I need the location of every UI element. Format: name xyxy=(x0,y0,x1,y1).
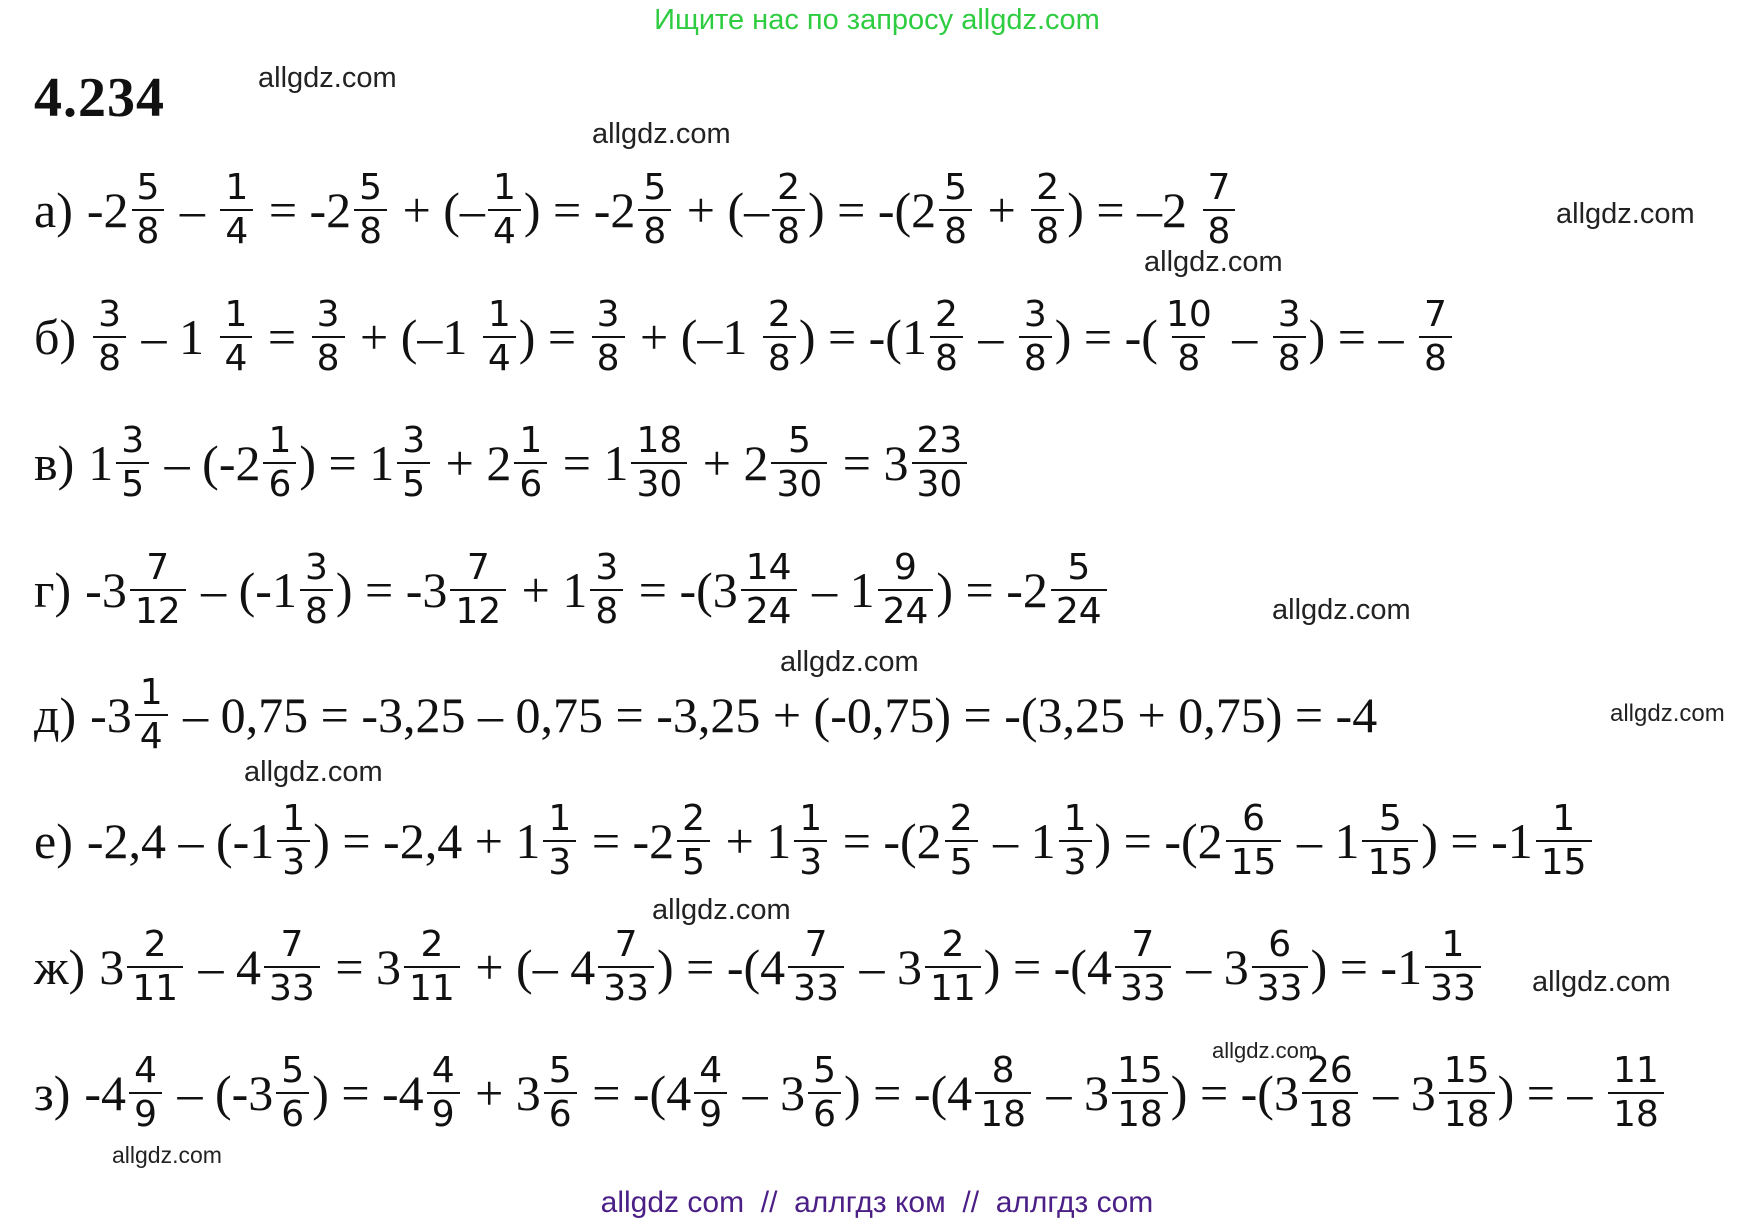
numerator: 5 xyxy=(787,419,811,461)
denominator: 4 xyxy=(220,336,253,380)
math-text: – 1 xyxy=(799,562,875,618)
fraction xyxy=(945,798,978,885)
fraction xyxy=(404,924,460,1011)
fraction xyxy=(1425,924,1481,1011)
numerator: 7 xyxy=(804,923,828,965)
numerator: 1 xyxy=(519,419,543,461)
denominator: 33 xyxy=(1252,966,1308,1010)
numerator: 1 xyxy=(268,419,292,461)
numerator: 6 xyxy=(1268,923,1292,965)
fraction xyxy=(1419,294,1452,381)
solution-row-a xyxy=(34,155,1724,265)
numerator: 3 xyxy=(304,546,328,588)
numerator: 11 xyxy=(1612,1049,1659,1091)
numerator: 3 xyxy=(595,546,619,588)
fraction xyxy=(939,167,972,254)
numerator: 1 xyxy=(799,797,823,839)
fraction xyxy=(127,924,183,1011)
numerator: 14 xyxy=(745,546,792,588)
denominator: 9 xyxy=(427,1092,460,1136)
watermark: allgdz.com xyxy=(1532,966,1671,998)
numerator: 5 xyxy=(136,166,160,208)
numerator: 1 xyxy=(548,797,572,839)
denominator: 8 xyxy=(300,589,333,633)
numerator: 1 xyxy=(282,797,306,839)
math-text: 1 xyxy=(88,435,114,491)
denominator: 18 xyxy=(1302,1092,1358,1136)
denominator: 15 xyxy=(1362,840,1418,884)
fraction xyxy=(1439,1050,1495,1137)
numerator: 26 xyxy=(1306,1049,1353,1091)
math-text: + (– xyxy=(674,182,770,238)
numerator: 4 xyxy=(431,1049,455,1091)
math-text: ) = -(4 xyxy=(983,939,1112,995)
numerator: 3 xyxy=(1023,293,1047,335)
item-label: ж) xyxy=(34,939,86,995)
denominator: 8 xyxy=(132,209,165,253)
math-text: + (–1 xyxy=(347,309,480,365)
denominator: 5 xyxy=(116,462,149,506)
denominator: 3 xyxy=(277,840,310,884)
math-text: + 2 xyxy=(433,435,512,491)
fraction xyxy=(878,547,934,634)
fraction xyxy=(1608,1050,1664,1137)
math-text: -3 xyxy=(85,562,127,618)
watermark: allgdz.com xyxy=(780,646,919,678)
fraction xyxy=(638,167,671,254)
denominator: 24 xyxy=(1051,589,1107,633)
math-text: = -(4 xyxy=(579,1065,692,1121)
fraction xyxy=(975,1050,1031,1137)
math-text: -2,4 – (-1 xyxy=(86,813,275,869)
numerator: 4 xyxy=(134,1049,157,1091)
fraction xyxy=(763,294,796,381)
math-text: – 3 xyxy=(1360,1065,1436,1121)
denominator: 12 xyxy=(130,589,186,633)
math-text: + 1 xyxy=(509,562,588,618)
watermark: allgdz.com xyxy=(244,756,383,788)
math-text: + xyxy=(975,182,1029,238)
fraction xyxy=(794,798,827,885)
denominator: 12 xyxy=(450,589,506,633)
math-text: + 2 xyxy=(690,435,769,491)
numerator: 1 xyxy=(492,166,516,208)
denominator: 8 xyxy=(312,336,345,380)
denominator: 8 xyxy=(93,336,126,380)
math-text: – xyxy=(167,182,218,238)
math-text: – 1 xyxy=(980,813,1056,869)
fraction xyxy=(1226,798,1282,885)
fraction xyxy=(788,924,844,1011)
math-text: = 1 xyxy=(550,435,629,491)
item-label: е) xyxy=(34,813,73,869)
denominator: 24 xyxy=(741,589,797,633)
denominator: 8 xyxy=(939,209,972,253)
denominator: 18 xyxy=(1439,1092,1495,1136)
numerator: 2 xyxy=(949,797,973,839)
numerator: 5 xyxy=(1067,546,1091,588)
fraction xyxy=(220,294,253,381)
fraction xyxy=(590,547,623,634)
denominator: 8 xyxy=(1203,209,1236,253)
search-hint-link[interactable]: Ищите нас по запросу allgdz.com xyxy=(654,4,1100,36)
denominator: 11 xyxy=(404,966,460,1010)
fraction xyxy=(543,798,576,885)
denominator: 9 xyxy=(129,1092,162,1136)
denominator: 8 xyxy=(354,209,387,253)
denominator: 3 xyxy=(1059,840,1092,884)
item-label: з) xyxy=(34,1065,71,1121)
denominator: 8 xyxy=(930,336,963,380)
numerator: 3 xyxy=(98,293,121,335)
problem-number: 4.234 xyxy=(34,67,165,129)
fraction xyxy=(427,1050,460,1137)
fraction xyxy=(483,294,516,381)
math-text: = 3 xyxy=(322,939,402,995)
denominator: 8 xyxy=(1172,336,1205,380)
fraction xyxy=(488,167,521,254)
numerator: 7 xyxy=(1424,293,1447,335)
fraction xyxy=(135,672,168,759)
numerator: 2 xyxy=(1036,166,1060,208)
denominator: 8 xyxy=(592,336,625,380)
math-text: = -2 xyxy=(256,182,352,238)
denominator: 6 xyxy=(544,1092,577,1136)
numerator: 5 xyxy=(813,1049,837,1091)
math-text: ) = –2 xyxy=(1067,182,1200,238)
math-text: = -2 xyxy=(579,813,675,869)
denominator: 5 xyxy=(945,840,978,884)
fraction xyxy=(1051,547,1107,634)
fraction xyxy=(277,798,310,885)
numerator: 15 xyxy=(1443,1049,1490,1091)
numerator: 2 xyxy=(941,923,965,965)
fraction xyxy=(677,798,710,885)
denominator: 9 xyxy=(694,1092,727,1136)
fraction xyxy=(354,167,387,254)
watermark: allgdz.com xyxy=(258,62,397,94)
denominator: 24 xyxy=(878,589,934,633)
numerator: 23 xyxy=(916,419,963,461)
denominator: 30 xyxy=(631,462,687,506)
numerator: 3 xyxy=(1277,293,1301,335)
math-text: ) = -4 xyxy=(312,1065,424,1121)
numerator: 18 xyxy=(636,419,683,461)
watermark: allgdz.com xyxy=(1272,594,1411,626)
math-text: + 1 xyxy=(713,813,792,869)
math-text: = 3 xyxy=(830,435,909,491)
fraction xyxy=(1115,924,1171,1011)
denominator: 4 xyxy=(220,209,253,253)
watermark: allgdz.com xyxy=(592,118,731,150)
numerator: 3 xyxy=(121,419,145,461)
math-text: ) = -(4 xyxy=(657,939,786,995)
numerator: 1 xyxy=(225,166,249,208)
denominator: 3 xyxy=(794,840,827,884)
numerator: 10 xyxy=(1165,293,1212,335)
numerator: 7 xyxy=(466,546,490,588)
math-text: + (– 4 xyxy=(462,939,596,995)
math-text: – (-1 xyxy=(188,562,297,618)
denominator: 8 xyxy=(1419,336,1452,380)
math-text: ) = -1 xyxy=(1421,813,1533,869)
math-text: ) = 1 xyxy=(299,435,395,491)
denominator: 8 xyxy=(763,336,796,380)
fraction xyxy=(694,1050,727,1137)
denominator: 5 xyxy=(397,462,430,506)
numerator: 1 xyxy=(139,671,163,713)
fraction xyxy=(264,924,320,1011)
watermark: allgdz.com xyxy=(1212,1038,1318,1063)
item-label: б) xyxy=(34,309,77,365)
fraction xyxy=(276,1050,309,1137)
solution-row-v xyxy=(34,408,1724,518)
math-text: – 0,75 = -3,25 – 0,75 = -3,25 + (-0,75) = -(3,25 + 0,75) = -4 xyxy=(170,687,1378,743)
denominator: 6 xyxy=(514,462,547,506)
numerator: 5 xyxy=(643,166,667,208)
watermark: allgdz.com xyxy=(1556,198,1695,230)
math-text: -2 xyxy=(86,182,129,238)
math-text: – xyxy=(1219,309,1270,365)
fraction xyxy=(1112,1050,1168,1137)
fraction xyxy=(129,1050,162,1137)
math-text: ) = -2 xyxy=(936,562,1048,618)
numerator: 6 xyxy=(1242,797,1266,839)
fraction xyxy=(1019,294,1052,381)
math-text: ) = -(2 xyxy=(808,182,937,238)
watermark: allgdz.com xyxy=(652,894,791,926)
fraction xyxy=(1031,167,1064,254)
numerator: 7 xyxy=(1131,923,1155,965)
math-text: -4 xyxy=(84,1065,127,1121)
fraction xyxy=(930,294,963,381)
numerator: 7 xyxy=(614,923,638,965)
fraction xyxy=(116,420,149,507)
numerator: 3 xyxy=(596,293,620,335)
solution-row-g xyxy=(34,535,1724,645)
numerator: 1 xyxy=(224,293,248,335)
denominator: 8 xyxy=(1031,209,1064,253)
denominator: 15 xyxy=(1226,840,1282,884)
math-text: – 3 xyxy=(730,1065,806,1121)
denominator: 4 xyxy=(483,336,516,380)
fraction xyxy=(263,420,296,507)
denominator: 4 xyxy=(135,714,168,758)
math-text: ) = -2,4 + 1 xyxy=(313,813,541,869)
denominator: 33 xyxy=(598,966,654,1010)
math-text: – 1 xyxy=(1284,813,1360,869)
numerator: 1 xyxy=(1552,797,1576,839)
fraction xyxy=(598,924,654,1011)
math-text: -3 xyxy=(90,687,132,743)
numerator: 2 xyxy=(934,293,958,335)
denominator: 18 xyxy=(975,1092,1031,1136)
fraction xyxy=(132,167,165,254)
solution-row-e xyxy=(34,786,1724,896)
fraction xyxy=(1302,1050,1358,1137)
numerator: 9 xyxy=(894,546,917,588)
numerator: 2 xyxy=(767,293,791,335)
math-text: ) = -( xyxy=(1054,309,1158,365)
fraction xyxy=(1059,798,1092,885)
fraction xyxy=(1203,167,1236,254)
math-text: + (–1 xyxy=(627,309,760,365)
fraction xyxy=(912,420,968,507)
math-text: – 4 xyxy=(186,939,262,995)
fraction xyxy=(925,924,981,1011)
fraction xyxy=(1273,294,1306,381)
footer-links[interactable]: allgdz com // аллгдз ком // аллгдз com xyxy=(600,1186,1154,1219)
fraction xyxy=(1252,924,1308,1011)
numerator: 3 xyxy=(316,293,340,335)
fraction xyxy=(1362,798,1418,885)
denominator: 4 xyxy=(488,209,521,253)
numerator: 1 xyxy=(487,293,511,335)
fraction xyxy=(808,1050,841,1137)
denominator: 15 xyxy=(1536,840,1592,884)
watermark: allgdz.com xyxy=(1610,700,1725,727)
numerator: 5 xyxy=(944,166,968,208)
fraction xyxy=(544,1050,577,1137)
numerator: 4 xyxy=(699,1049,723,1091)
denominator: 8 xyxy=(1019,336,1052,380)
math-text: – (-2 xyxy=(152,435,261,491)
math-text: – 3 xyxy=(1033,1065,1109,1121)
math-text: ) = – xyxy=(1497,1065,1605,1121)
math-text: = -(2 xyxy=(830,813,942,869)
numerator: 3 xyxy=(402,419,426,461)
solution-row-z xyxy=(34,1038,1724,1148)
numerator: 2 xyxy=(777,166,801,208)
numerator: 7 xyxy=(280,923,304,965)
math-text: – 3 xyxy=(846,939,922,995)
math-text: – 1 xyxy=(129,309,217,365)
math-text: + 3 xyxy=(462,1065,541,1121)
numerator: 2 xyxy=(682,797,706,839)
math-text: – (-3 xyxy=(164,1065,274,1121)
math-text: – xyxy=(965,309,1016,365)
math-text: ) = -1 xyxy=(1310,939,1423,995)
fraction xyxy=(592,294,625,381)
fraction xyxy=(300,547,333,634)
fraction xyxy=(397,420,430,507)
denominator: 33 xyxy=(1115,966,1171,1010)
fraction xyxy=(130,547,186,634)
denominator: 30 xyxy=(912,462,968,506)
denominator: 3 xyxy=(543,840,576,884)
numerator: 2 xyxy=(420,923,444,965)
solution-row-d xyxy=(34,660,1724,770)
math-text: ) = – xyxy=(1308,309,1417,365)
math-text: ) = xyxy=(518,309,589,365)
fraction xyxy=(771,420,827,507)
denominator: 33 xyxy=(788,966,844,1010)
math-text: 3 xyxy=(99,939,125,995)
math-text: + (– xyxy=(390,182,485,238)
numerator: 8 xyxy=(991,1049,1015,1091)
denominator: 8 xyxy=(1273,336,1306,380)
fraction xyxy=(1536,798,1592,885)
math-text: ) = -(1 xyxy=(798,309,927,365)
math-text: ) = -(4 xyxy=(844,1065,973,1121)
denominator: 33 xyxy=(1425,966,1481,1010)
fraction xyxy=(220,167,253,254)
numerator: 15 xyxy=(1116,1049,1163,1091)
denominator: 8 xyxy=(638,209,671,253)
denominator: 6 xyxy=(808,1092,841,1136)
item-label: в) xyxy=(34,435,75,491)
numerator: 7 xyxy=(1207,166,1231,208)
denominator: 11 xyxy=(127,966,183,1010)
denominator: 8 xyxy=(590,589,623,633)
math-text: ) = -3 xyxy=(335,562,448,618)
fraction xyxy=(450,547,506,634)
solution-row-b xyxy=(34,282,1724,392)
denominator: 11 xyxy=(925,966,981,1010)
numerator: 5 xyxy=(281,1049,305,1091)
denominator: 6 xyxy=(263,462,296,506)
numerator: 1 xyxy=(1063,797,1087,839)
fraction xyxy=(772,167,805,254)
fraction xyxy=(631,420,687,507)
fraction xyxy=(312,294,345,381)
fraction xyxy=(741,547,797,634)
fraction xyxy=(93,294,126,381)
math-text: ) = -(2 xyxy=(1094,813,1223,869)
math-text: = -(3 xyxy=(626,562,738,618)
denominator: 30 xyxy=(771,462,827,506)
solution-row-zh xyxy=(34,912,1724,1022)
denominator: 18 xyxy=(1112,1092,1168,1136)
item-label: а) xyxy=(34,182,73,238)
item-label: г) xyxy=(34,562,72,618)
math-text: ) = -2 xyxy=(523,182,636,238)
numerator: 1 xyxy=(1441,923,1465,965)
math-text: = xyxy=(255,309,309,365)
denominator: 5 xyxy=(677,840,710,884)
numerator: 5 xyxy=(359,166,383,208)
fraction xyxy=(1161,294,1217,381)
fraction xyxy=(514,420,547,507)
denominator: 6 xyxy=(276,1092,309,1136)
watermark: allgdz.com xyxy=(112,1142,222,1168)
denominator: 18 xyxy=(1608,1092,1664,1136)
watermark: allgdz.com xyxy=(1144,246,1283,278)
math-text: ) = -(3 xyxy=(1170,1065,1299,1121)
numerator: 5 xyxy=(1378,797,1402,839)
numerator: 7 xyxy=(146,546,170,588)
denominator: 8 xyxy=(772,209,805,253)
numerator: 5 xyxy=(548,1049,572,1091)
item-label: д) xyxy=(34,687,77,743)
math-text: – 3 xyxy=(1173,939,1249,995)
denominator: 33 xyxy=(264,966,320,1010)
numerator: 2 xyxy=(143,923,167,965)
